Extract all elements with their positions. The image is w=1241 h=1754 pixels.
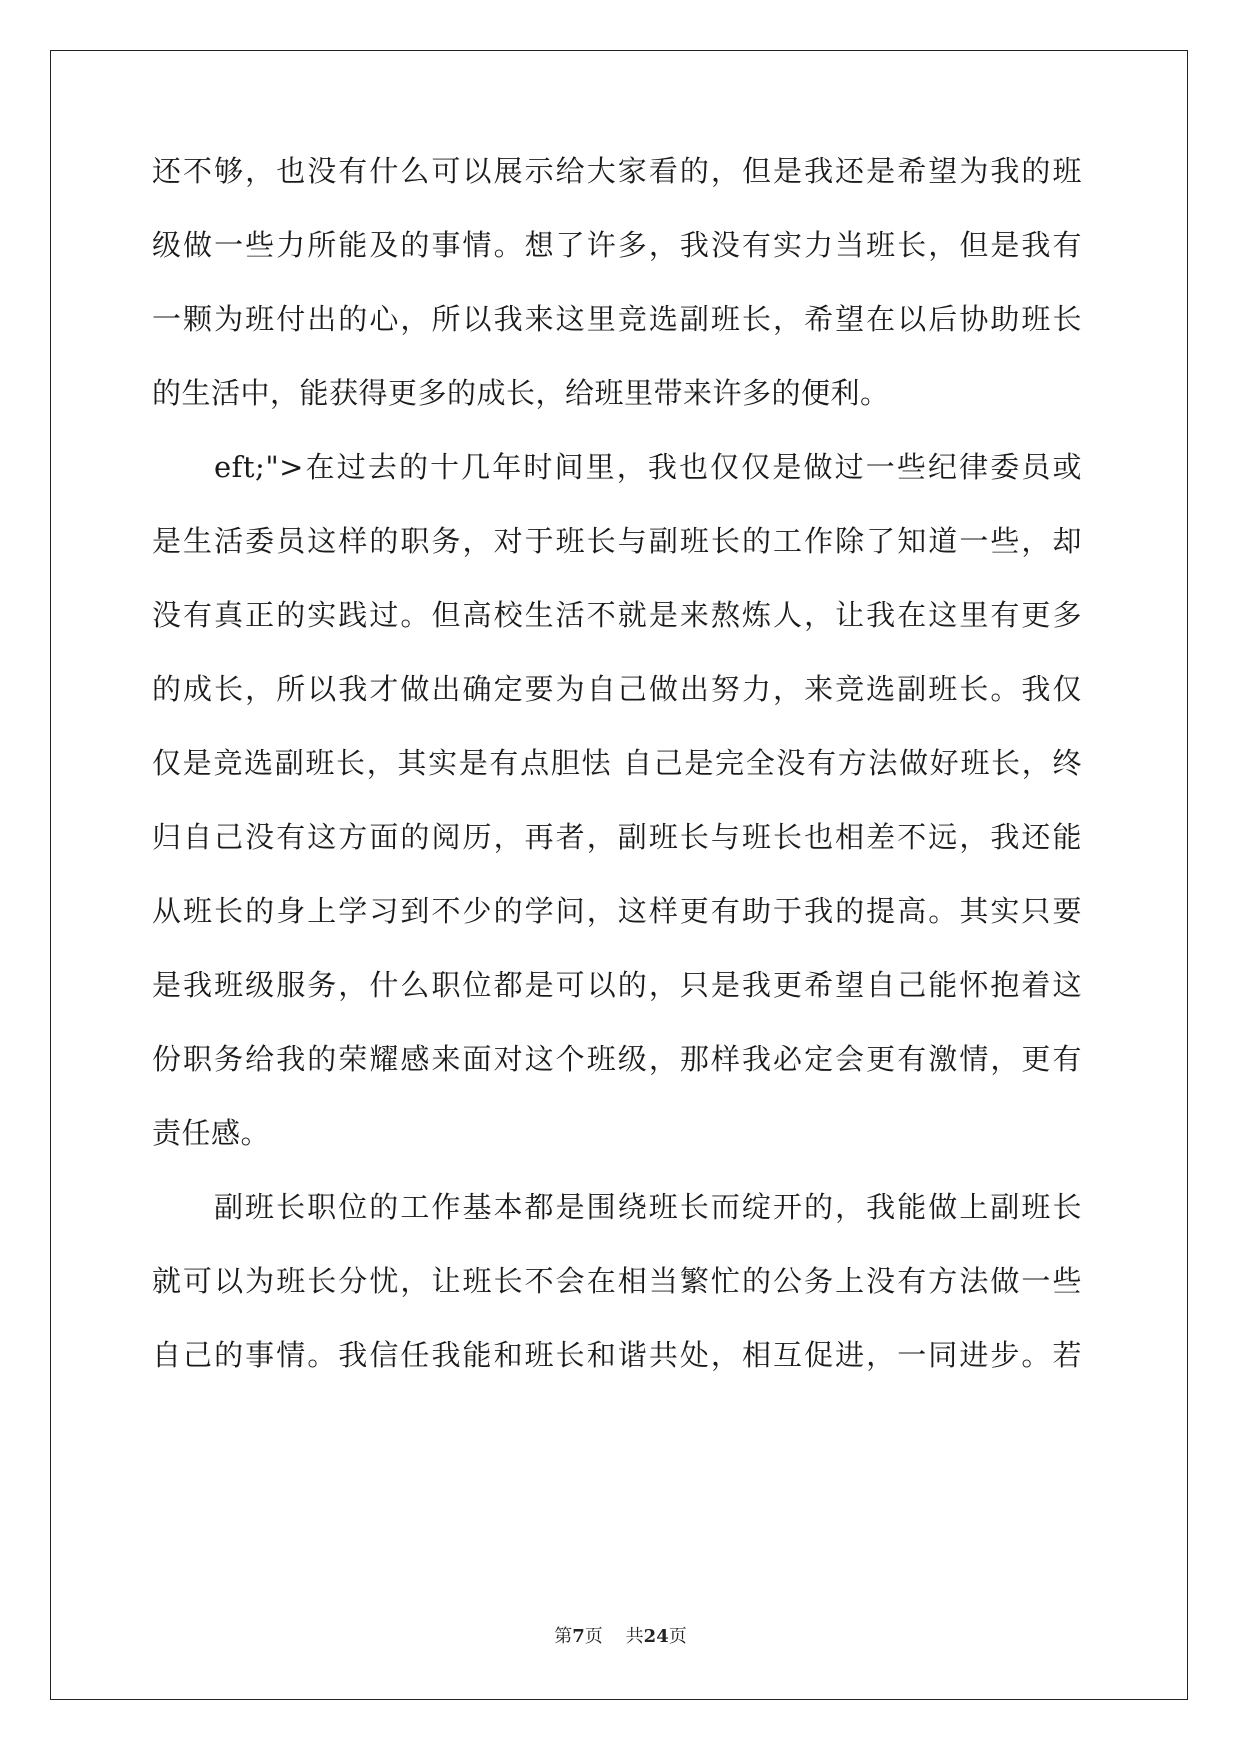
page-prefix: 第	[554, 1626, 573, 1647]
total-pages: 24	[643, 1626, 669, 1647]
paragraph-line: 就可以为班长分忧，让班长不会在相当繁忙的公务上没有方法做一些	[152, 1264, 1082, 1298]
total-prefix: 共	[625, 1626, 644, 1647]
total-suffix: 页	[668, 1626, 687, 1647]
paragraph-line: 责任感。	[152, 1116, 271, 1150]
paragraph-line: eft;">在过去的十几年时间里，我也仅仅是做过一些纪律委员或	[214, 450, 1082, 484]
paragraph-line: 份职务给我的荣耀感来面对这个班级，那样我必定会更有激情，更有	[152, 1042, 1082, 1076]
page-number: 7	[572, 1626, 585, 1647]
paragraph-line: 副班长职位的工作基本都是围绕班长而绽开的，我能做上副班长	[214, 1190, 1082, 1224]
page-footer	[0, 1622, 1241, 1648]
paragraph-line: 没有真正的实践过。但高校生活不就是来熬炼人，让我在这里有更多	[152, 598, 1082, 632]
paragraph-line: 的成长，所以我才做出确定要为自己做出努力，来竞选副班长。我仅	[152, 672, 1082, 706]
paragraph-line: 是我班级服务，什么职位都是可以的，只是我更希望自己能怀抱着这	[152, 968, 1082, 1002]
paragraph-line: 级做一些力所能及的事情。想了许多，我没有实力当班长，但是我有	[152, 228, 1082, 262]
paragraph-line: 是生活委员这样的职务，对于班长与副班长的工作除了知道一些，却	[152, 524, 1082, 558]
paragraph-line: 从班长的身上学习到不少的学问，这样更有助于我的提高。其实只要	[152, 894, 1082, 928]
page-suffix: 页	[584, 1626, 603, 1647]
paragraph-line: 的生活中，能获得更多的成长，给班里带来许多的便利。	[152, 376, 890, 410]
paragraph-line: 归自己没有这方面的阅历，再者，副班长与班长也相差不远，我还能	[152, 820, 1082, 854]
paragraph-line: 还不够，也没有什么可以展示给大家看的，但是我还是希望为我的班	[152, 154, 1082, 188]
paragraph-line: 仅是竞选副班长，其实是有点胆怯 自己是完全没有方法做好班长，终	[152, 746, 1082, 780]
paragraph-line: 自己的事情。我信任我能和班长和谐共处，相互促进，一同进步。若	[152, 1338, 1082, 1372]
paragraph-line: 一颗为班付出的心，所以我来这里竞选副班长，希望在以后协助班长	[152, 302, 1082, 336]
